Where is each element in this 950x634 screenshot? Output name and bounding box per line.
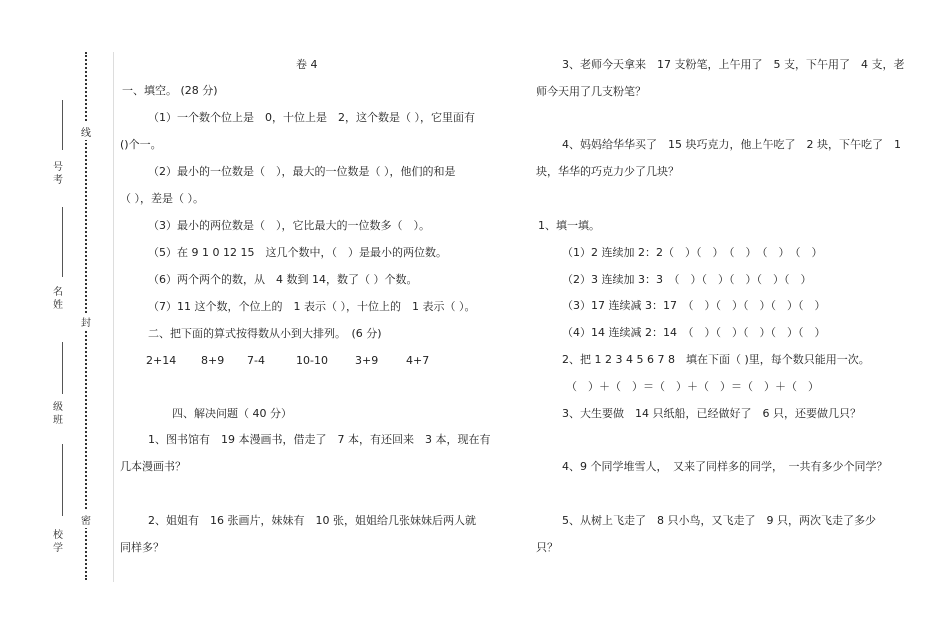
expression: 4+7 <box>406 354 430 367</box>
fill-in-item-2: （2）3 连续加 3：3 （ ）（ ）（ ）（ ）（ ） <box>562 273 812 286</box>
fill-in-heading: 1、填一填。 <box>538 219 600 232</box>
margin-label-char: 名 <box>53 287 63 298</box>
margin-label-char: 号 <box>53 162 63 173</box>
expression: 8+9 <box>201 354 225 367</box>
seal-char-line: 线 <box>81 123 91 140</box>
problem-3-line-2: 师今天用了几支粉笔？ <box>536 85 646 98</box>
margin-line <box>62 207 63 277</box>
margin-line <box>62 444 63 516</box>
fill-in-item-4: （4）14 连续减 2：14 （ ）（ ）（ ）（ ）（ ） <box>562 326 826 339</box>
margin-label-char: 学 <box>53 543 63 554</box>
birds-question-line-2: 只？ <box>536 541 558 554</box>
section-problems-heading: 四、解决问题（ 40 分） <box>172 407 292 420</box>
margin-line <box>62 100 63 150</box>
problem-2-line-2: 同样多？ <box>120 541 164 554</box>
problem-1-line-1: 1、图书馆有 19 本漫画书，借走了 7 本，有还回来 3 本，现在有 <box>148 433 491 446</box>
margin-label-char: 校 <box>53 530 63 541</box>
page-title: 卷 4 <box>296 58 318 71</box>
problem-4-line-2: 块，华华的巧克力少了几块？ <box>536 165 679 178</box>
margin-label-char: 班 <box>53 415 63 426</box>
problem-4-line-1: 4、妈妈给华华买了 15 块巧克力，他上午吃了 2 块，下午吃了 1 <box>562 138 901 151</box>
seal-char-seal: 封 <box>81 313 91 330</box>
fill-in-item-3: （3）17 连续减 3：17 （ ）（ ）（ ）（ ）（ ） <box>562 299 826 312</box>
margin-label-char: 级 <box>53 402 63 413</box>
margin-label-char: 姓 <box>53 300 63 311</box>
problem-3-line-1: 3、老师今天拿来 17 支粉笔，上午用了 5 支，下午用了 4 支，老 <box>562 58 905 71</box>
seal-char-secret: 密 <box>81 511 91 528</box>
question-2-line-2: （ ），差是（ ）。 <box>120 192 204 205</box>
question-6: （6）两个两个的数，从 4 数到 14，数了（ ）个数。 <box>148 273 418 286</box>
expression: 7-4 <box>247 354 265 367</box>
expression: 2+14 <box>146 354 177 367</box>
problem-1-line-2: 几本漫画书？ <box>120 460 186 473</box>
fill-in-item-1: （1）2 连续加 2：2（ ）（ ） （ ） （ ） （ ） <box>562 246 823 259</box>
paper-boat-question: 3、大生要做 14 只纸船，已经做好了 6 只，还要做几只？ <box>562 407 861 420</box>
section-fill-blanks-heading: 一、填空。 (28 分) <box>122 84 218 97</box>
number-placement-question: 2、把 1 2 3 4 5 6 7 8 填在下面（ )里，每个数只能用一次。 <box>562 353 870 366</box>
number-placement-equation: （ ）＋（ ）＝（ ）＋（ ）＝（ ）＋（ ） <box>566 380 819 393</box>
question-1-line-1: （1）一个数个位上是 0，十位上是 2，这个数是（ ），它里面有 <box>148 111 475 124</box>
question-2-line-1: （2）最小的一位数是（ ），最大的一位数是（ ），他们的和是 <box>148 165 456 178</box>
margin-label-char: 考 <box>53 175 63 186</box>
birds-question-line-1: 5、从树上飞走了 8 只小鸟，又飞走了 9 只，两次飞走了多少 <box>562 514 876 527</box>
page-edge <box>113 52 114 582</box>
problem-2-line-1: 2、姐姐有 16 张画片，妹妹有 10 张，姐姐给几张妹妹后两人就 <box>148 514 476 527</box>
expression: 3+9 <box>355 354 379 367</box>
question-1-line-2: ()个一。 <box>120 138 162 151</box>
expression: 10-10 <box>296 354 328 367</box>
snowman-question: 4、9 个同学堆雪人， 又来了同样多的同学， 一共有多少个同学？ <box>562 460 888 473</box>
margin-line <box>62 342 63 394</box>
question-5: （5）在 9 1 0 12 15 这几个数中，（ ）是最小的两位数。 <box>148 246 447 259</box>
section-order-heading: 二、把下面的算式按得数从小到大排列。 (6 分) <box>148 327 382 340</box>
question-3: （3）最小的两位数是（ ），它比最大的一位数多（ ）。 <box>148 219 430 232</box>
question-7: （7）11 这个数，个位上的 1 表示（ ），十位上的 1 表示（ ）。 <box>148 300 476 313</box>
